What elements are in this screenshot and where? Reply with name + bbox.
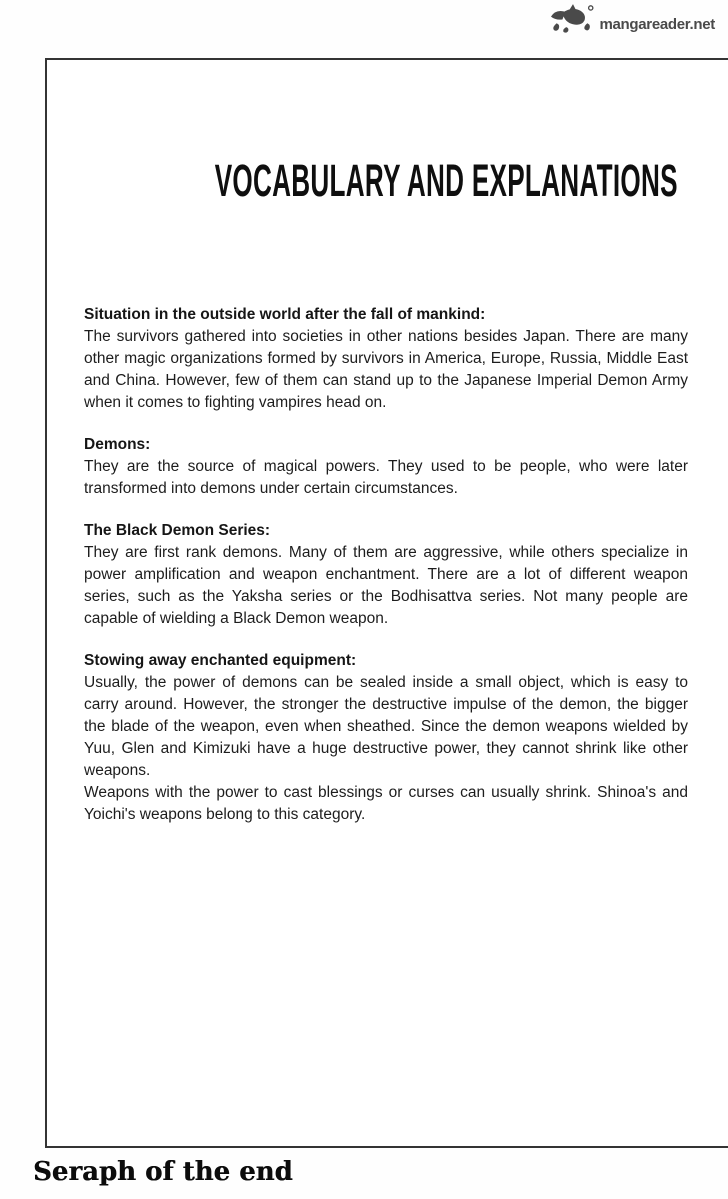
section-paragraph: They are first rank demons. Many of them are aggressive, while others specialize in power amplification and weapon enchantment. There are a lot of different weapon series, such as the Yaksha series or the Bodhisattva series. Not many people are capable of wielding a Black Demon weapon. (84, 544, 688, 628)
page-content (47, 304, 728, 826)
section-heading: Stowing away enchanted equipment: (84, 652, 357, 670)
page-title: VOCABULARY AND EXPLANATIONS (214, 155, 678, 207)
vocab-section-black-demon-series (84, 520, 688, 630)
vocab-section-stowing-equipment (84, 650, 688, 826)
section-heading: The Black Demon Series: (84, 522, 271, 540)
section-paragraph: Usually, the power of demons can be sealed inside a small object, which is easy to carry around. However, the stronger the destructive impulse of the demon, the bigger the blade of the weapon, even when sheathed. Since the demon weapons wielded by Yuu, Glen and Kimizuki have a huge destructive power, they cannot shrink like other weapons. (84, 674, 688, 780)
section-paragraph: Weapons with the power to cast blessings or curses can usually shrink. Shinoa's and Yoichi's weapons belong to this category. (84, 784, 688, 824)
mangareader-mascot-icon (550, 3, 596, 39)
vocab-section-situation (84, 304, 688, 414)
site-logo-text: mangareader.net (599, 15, 715, 33)
vocab-section-demons (84, 434, 688, 500)
page-title-wrap (47, 128, 728, 233)
series-title: Seraph of the end (33, 1157, 293, 1187)
manga-page (45, 58, 728, 1148)
section-heading: Demons: (84, 436, 151, 454)
site-logo[interactable] (550, 3, 715, 39)
section-paragraph: The survivors gathered into societies in other nations besides Japan. There are many other magic organizations formed by survivors in America, Europe, Russia, Middle East and China. However, few of them can stand up to the Japanese Imperial Demon Army when it comes to fighting vampires head on. (84, 328, 688, 412)
section-heading: Situation in the outside world after the fall of mankind: (84, 306, 486, 324)
section-paragraph: They are the source of magical powers. They used to be people, who were later transformed into demons under certain circumstances. (84, 458, 688, 498)
